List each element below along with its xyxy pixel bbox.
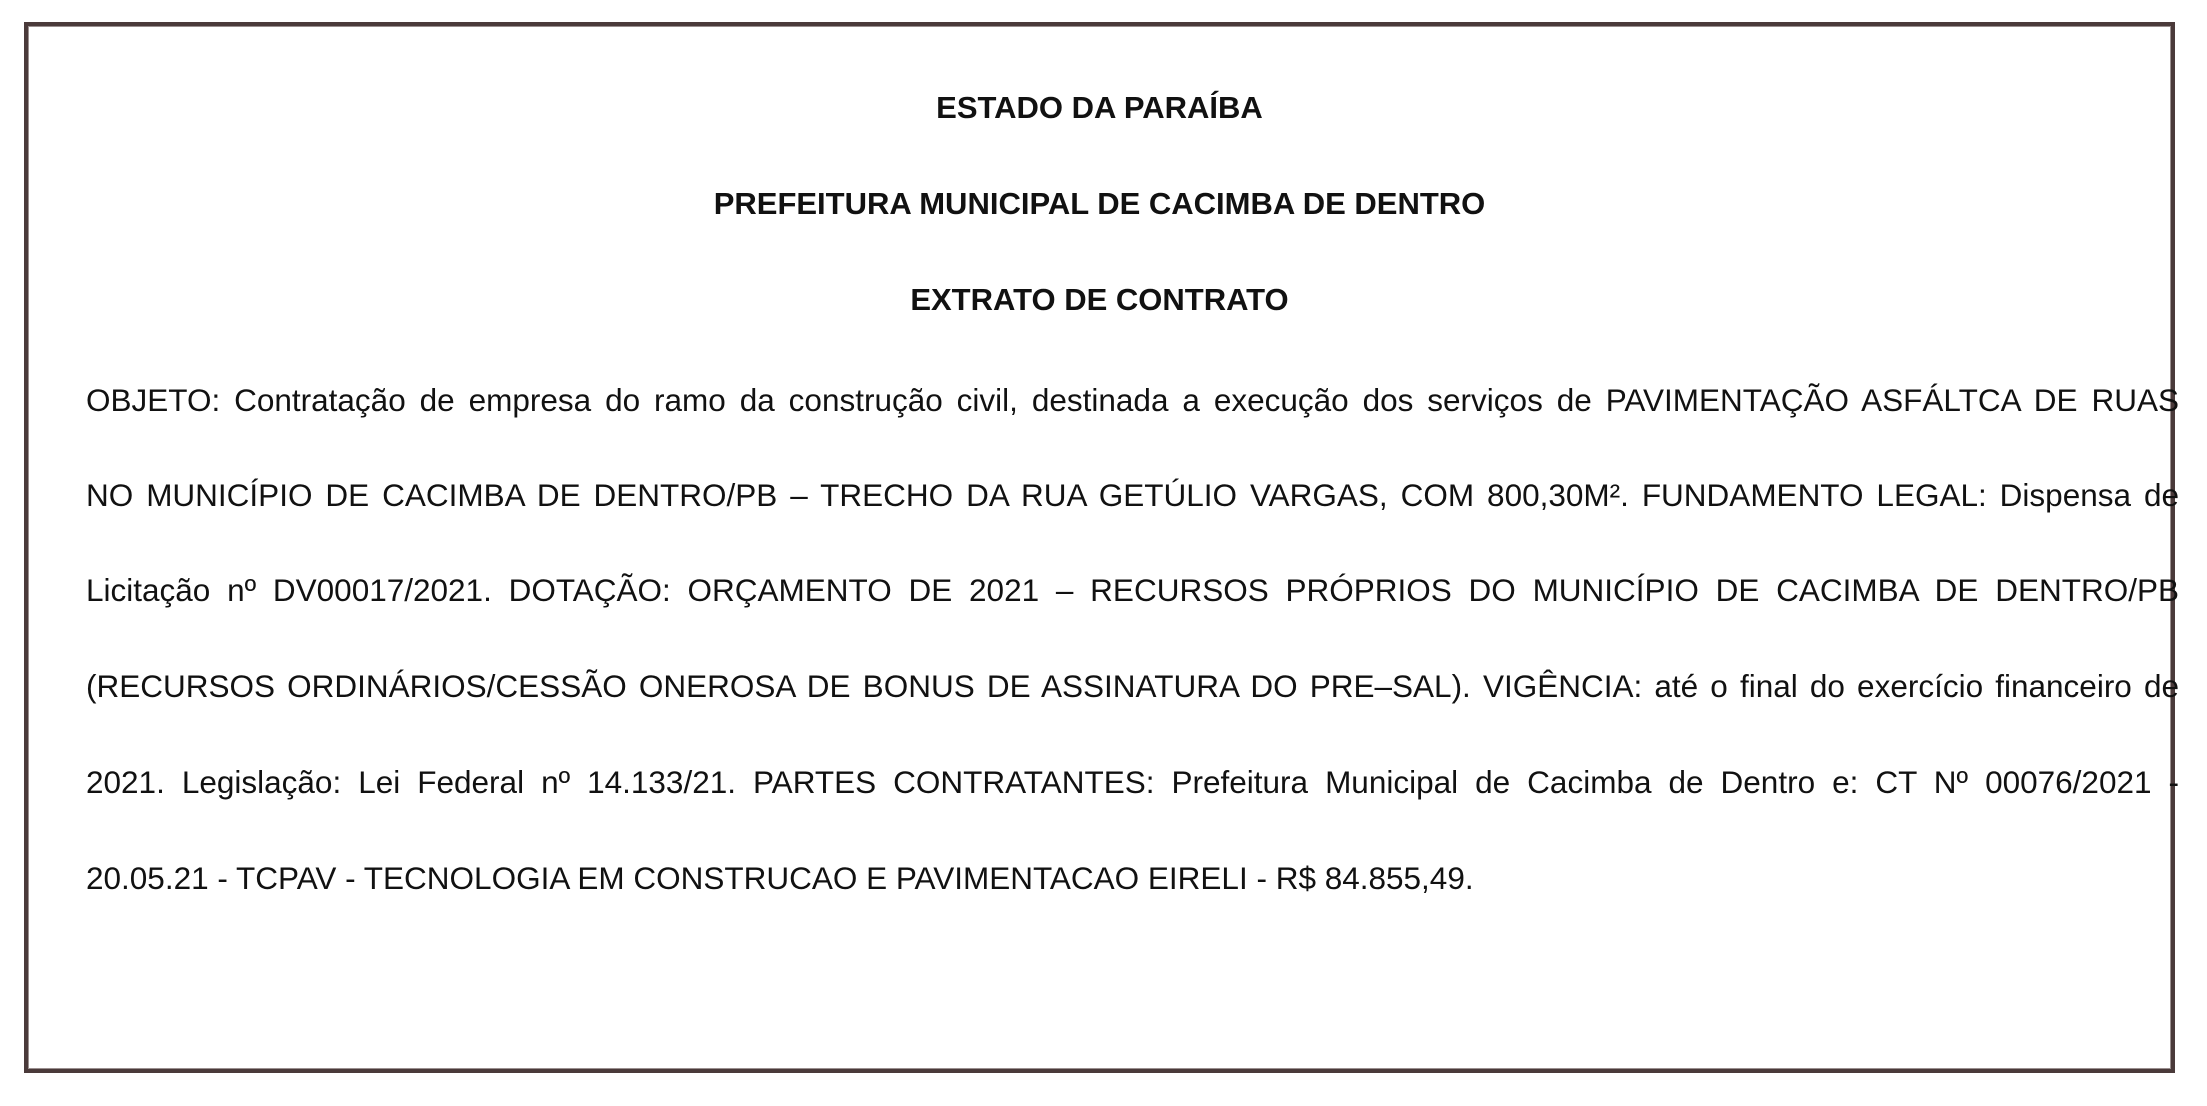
state-heading: ESTADO DA PARAÍBA bbox=[936, 90, 1263, 125]
prefeitura-heading: PREFEITURA MUNICIPAL DE CACIMBA DE DENTRO bbox=[713, 186, 1486, 221]
body-text-2: NO MUNICÍPIO DE CACIMBA DE DENTRO/PB – TRECHO DA RUA GETÚLIO VARGAS, COM 800,30M². FUNDAMENTO LEGAL: Dispensa de bbox=[86, 477, 2179, 513]
body-text-6: 20.05.21 - TCPAV - TECNOLOGIA EM CONSTRUCAO E PAVIMENTACAO EIRELI - R$ 84.855,49. bbox=[86, 860, 1474, 896]
body-line-1 bbox=[86, 381, 2179, 419]
body-line-3 bbox=[86, 571, 2179, 609]
body-text-5: 2021. Legislação: Lei Federal nº 14.133/21. PARTES CONTRATANTES: Prefeitura Municipal de Cacimba de Dentro e: CT Nº 00076/2021 - bbox=[86, 764, 2179, 800]
extract-title: EXTRATO DE CONTRATO bbox=[910, 282, 1289, 317]
body-line-2 bbox=[86, 476, 2179, 514]
body-text-4: (RECURSOS ORDINÁRIOS/CESSÃO ONEROSA DE BONUS DE ASSINATURA DO PRE–SAL). VIGÊNCIA: até o final do exercício financeiro de bbox=[86, 668, 2179, 704]
body-text-1: OBJETO: Contratação de empresa do ramo da construção civil, destinada a execução dos serviços de PAVIMENTAÇÃO ASFÁLTCA DE RUAS bbox=[86, 382, 2179, 418]
body-text-3: Licitação nº DV00017/2021. DOTAÇÃO: ORÇAMENTO DE 2021 – RECURSOS PRÓPRIOS DO MUNICÍPIO DE CACIMBA DE DENTRO/PB bbox=[86, 572, 2179, 608]
body-line-4 bbox=[86, 667, 2179, 705]
body-line-5 bbox=[86, 763, 2179, 801]
document-frame bbox=[24, 22, 2179, 1073]
body-line-6 bbox=[86, 859, 2179, 897]
